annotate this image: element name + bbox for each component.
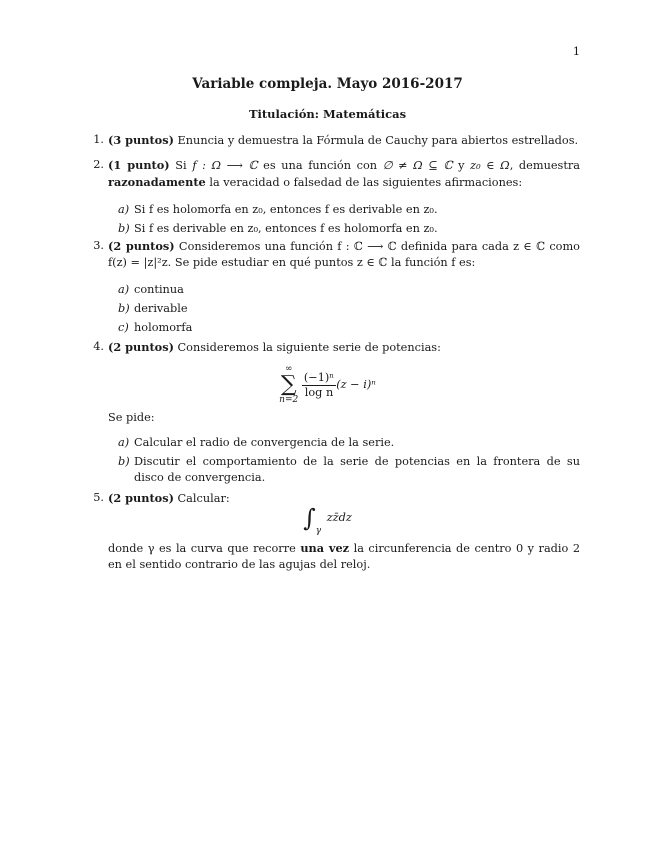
fraction	[302, 371, 336, 400]
question-text: es una función con	[263, 159, 378, 172]
question-points: (2 puntos)	[108, 239, 175, 253]
question-text: |z|²z. Se pide estudiar en qué puntos z ∈ ℂ la función f es:	[143, 256, 476, 269]
item-label: a)	[118, 203, 130, 216]
question-text: , demuestra	[509, 159, 580, 172]
list-item	[118, 435, 580, 451]
item-text: holomorfa	[134, 321, 193, 334]
list-item	[118, 221, 580, 237]
math-condition: ∅ ≠ Ω ⊆ ℂ	[382, 159, 453, 172]
question-points: (2 puntos)	[108, 340, 174, 354]
question-points: (3 puntos)	[108, 133, 174, 147]
sum-upper: ∞	[284, 364, 293, 374]
question-text: Consideremos la siguiente serie de potencias:	[177, 341, 441, 354]
question-number: 4.	[93, 340, 104, 353]
item-text: continua	[134, 283, 184, 296]
page-number: 1	[572, 45, 580, 58]
bold-word: una vez	[300, 541, 350, 555]
math-z0: z₀ ∈ Ω	[470, 159, 510, 172]
question-number: 5.	[93, 491, 104, 504]
item-text: Calcular el radio de convergencia de la serie.	[134, 436, 395, 449]
exam-subtitle: Titulación: Matemáticas	[248, 107, 407, 121]
question-2	[90, 157, 580, 237]
item-label: b)	[118, 455, 130, 468]
fraction-denominator: log n	[304, 385, 334, 399]
question-points: (2 puntos)	[108, 491, 174, 505]
integral-subscript: γ	[315, 526, 322, 536]
question-text: la veracidad o falsedad de las siguientes afirmaciones:	[209, 176, 523, 189]
sum-lower: n=2	[279, 395, 299, 405]
math-map: f : Ω ⟶ ℂ	[192, 159, 258, 172]
item-label: b)	[118, 222, 130, 235]
list-item	[118, 320, 580, 336]
question-4	[90, 339, 580, 356]
item-text: Si f es derivable en z₀, entonces f es holomorfa en z₀.	[134, 222, 438, 235]
question-text: Calcular:	[177, 492, 230, 505]
fraction-numerator: (−1)ⁿ	[303, 370, 335, 384]
question-text: Consideremos una función f : ℂ ⟶ ℂ definida para cada z ∈ ℂ como f(z) =	[108, 240, 580, 269]
list-item	[118, 202, 580, 218]
question-number: 3.	[93, 239, 104, 252]
series-formula	[0, 364, 655, 406]
question-text: donde γ es la curva que recorre	[108, 542, 296, 555]
question-text: la circunferencia de centro 0 y radio 2 en el sentido contrario de las agujas del reloj.	[108, 542, 581, 571]
item-label: b)	[118, 302, 130, 315]
integral-formula	[0, 503, 655, 539]
question-points: (1 punto)	[108, 158, 170, 172]
question-text: Si	[175, 159, 187, 172]
question-text: Se pide:	[108, 411, 155, 424]
item-label: c)	[118, 321, 129, 334]
question-text: Enuncia y demuestra la Fórmula de Cauchy para abiertos estrellados.	[177, 134, 579, 147]
question-number: 1.	[93, 133, 104, 146]
item-label: a)	[118, 283, 130, 296]
question-1	[90, 132, 580, 149]
item-label: a)	[118, 436, 130, 449]
question-text: y	[458, 159, 465, 172]
item-text: Si f es holomorfa en z₀, entonces f es derivable en z₀.	[134, 203, 438, 216]
q4-items	[90, 432, 580, 486]
integral-icon: ∫	[303, 504, 316, 532]
list-item	[118, 301, 580, 317]
item-text: Discutir el comportamiento de la serie de potencias en la frontera de su disco de convergencia.	[134, 455, 580, 484]
sum-icon: ∑	[280, 372, 297, 397]
question-number: 2.	[93, 158, 104, 171]
list-item	[118, 454, 580, 486]
q5-description	[108, 540, 580, 573]
question-3	[90, 238, 580, 336]
q4-se-pide	[108, 410, 598, 426]
exam-title: Variable compleja. Mayo 2016-2017	[192, 76, 463, 92]
item-text: derivable	[134, 302, 188, 315]
bold-word: razonadamente	[108, 175, 206, 189]
series-term: (z − i)ⁿ	[336, 378, 376, 391]
integrand: zz̄dz	[326, 511, 352, 524]
list-item	[118, 282, 580, 298]
